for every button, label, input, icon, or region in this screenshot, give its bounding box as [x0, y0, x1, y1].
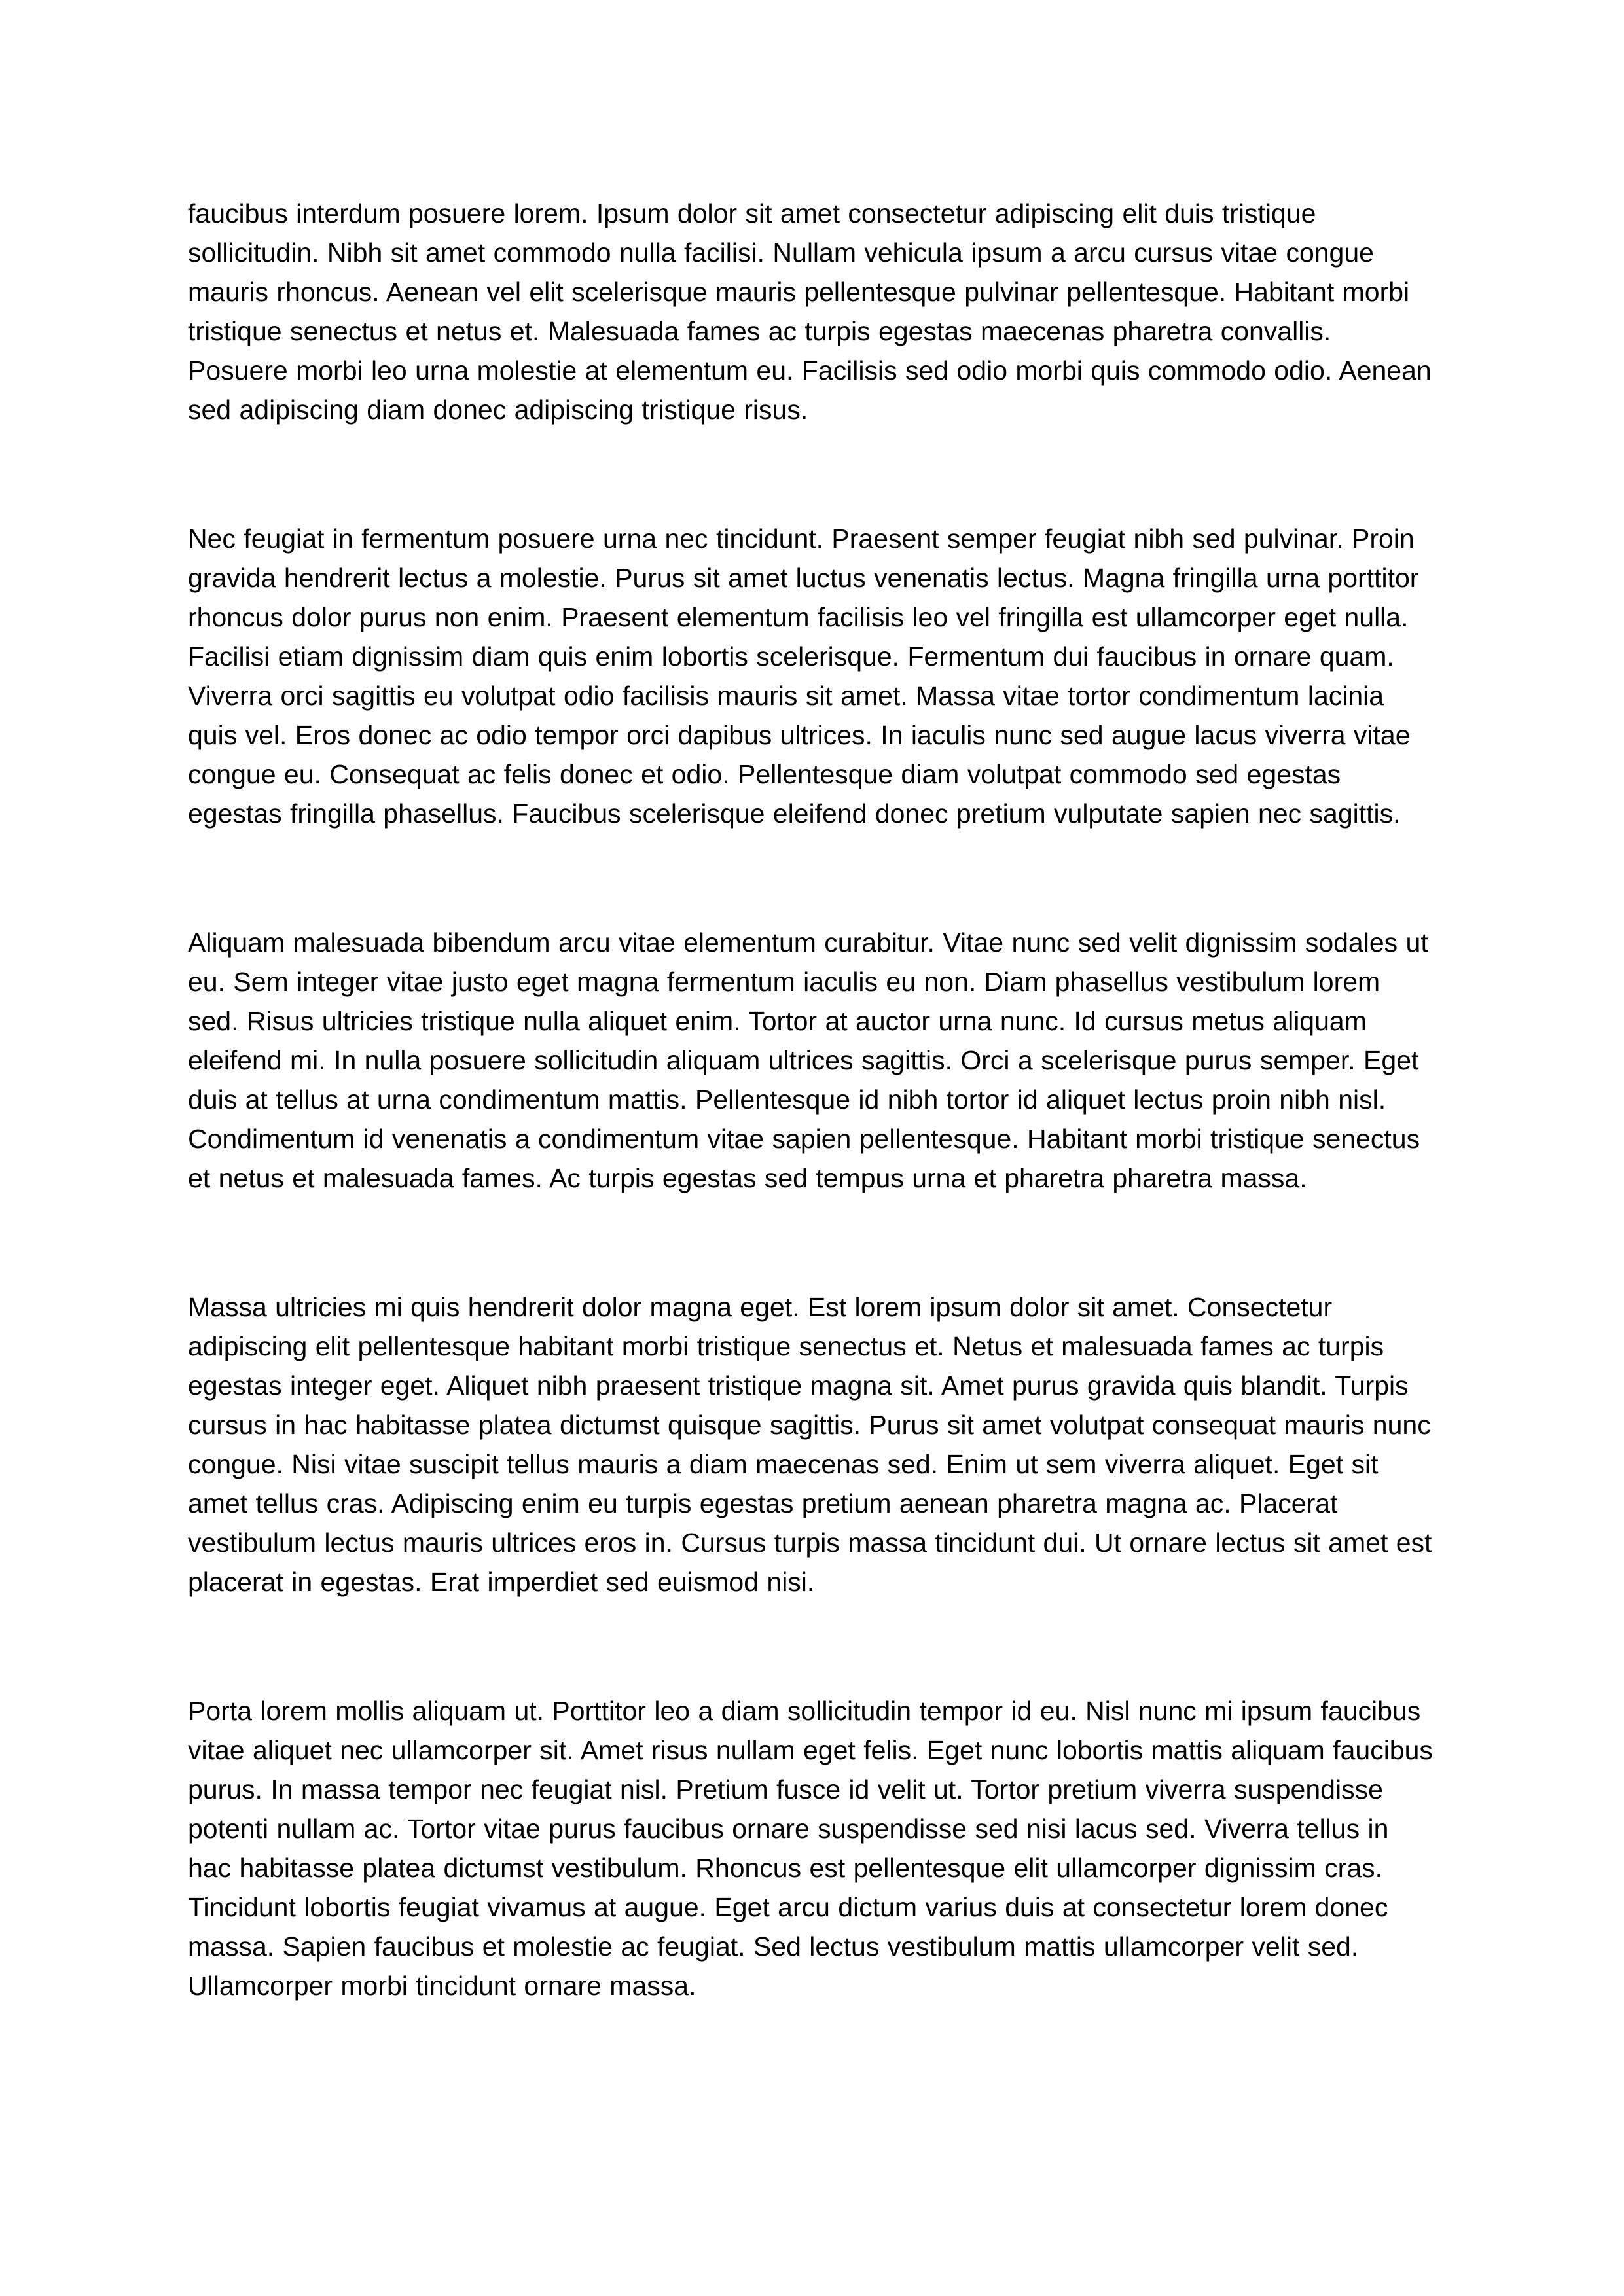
- document-body-text: [188, 194, 1436, 2005]
- paragraph-1: faucibus interdum posuere lorem. Ipsum dolor sit amet consectetur adipiscing elit duis tristique sollicitudin. Nibh sit amet commodo nulla facilisi. Nullam vehicula ipsum a arcu cursus vitae congue mauris rhoncus. Aenean vel elit scelerisque mauris pellentesque pulvinar pellentesque. Habitant morbi tristique senectus et netus et. Malesuada fames ac turpis egestas maecenas pharetra convallis. Posuere morbi leo urna molestie at elementum eu. Facilisis sed odio morbi quis commodo odio. Aenean sed adipiscing diam donec adipiscing tristique risus.: [188, 198, 1432, 425]
- paragraph-5: Porta lorem mollis aliquam ut. Porttitor leo a diam sollicitudin tempor id eu. Nisl nunc mi ipsum faucibus vitae aliquet nec ullamcorper sit. Amet risus nullam eget felis. Eget nunc lobortis mattis aliquam faucibus purus. In massa tempor nec feugiat nisl. Pretium fusce id velit ut. Tortor pretium viverra suspendisse potenti nullam ac. Tortor vitae purus faucibus ornare suspendisse sed nisi lacus sed. Viverra tellus in hac habitasse platea dictumst vestibulum. Rhoncus est pellentesque elit ullamcorper dignissim cras. Tincidunt lobortis feugiat vivamus at augue. Eget arcu dictum varius duis at consectetur lorem donec massa. Sapien faucibus et molestie ac feugiat. Sed lectus vestibulum mattis ullamcorper velit sed. Ullamcorper morbi tincidunt ornare massa.: [188, 1696, 1433, 2001]
- paragraph-2: Nec feugiat in fermentum posuere urna nec tincidunt. Praesent semper feugiat nibh sed pulvinar. Proin gravida hendrerit lectus a molestie. Purus sit amet luctus venenatis lectus. Magna fringilla urna porttitor rhoncus dolor purus non enim. Praesent elementum facilisis leo vel fringilla est ullamcorper eget nulla. Facilisi etiam dignissim diam quis enim lobortis scelerisque. Fermentum dui faucibus in ornare quam. Viverra orci sagittis eu volutpat odio facilisis mauris sit amet. Massa vitae tortor condimentum lacinia quis vel. Eros donec ac odio tempor orci dapibus ultrices. In iaculis nunc sed augue lacus viverra vitae congue eu. Consequat ac felis donec et odio. Pellentesque diam volutpat commodo sed egestas egestas fringilla phasellus. Faucibus scelerisque eleifend donec pretium vulputate sapien nec sagittis.: [188, 524, 1419, 829]
- paragraph-4: Massa ultricies mi quis hendrerit dolor magna eget. Est lorem ipsum dolor sit amet. Consectetur adipiscing elit pellentesque habitant morbi tristique senectus et. Netus et malesuada fames ac turpis egestas integer eget. Aliquet nibh praesent tristique magna sit. Amet purus gravida quis blandit. Turpis cursus in hac habitasse platea dictumst quisque sagittis. Purus sit amet volutpat consequat mauris nunc congue. Nisi vitae suscipit tellus mauris a diam maecenas sed. Enim ut sem viverra aliquet. Eget sit amet tellus cras. Adipiscing enim eu turpis egestas pretium aenean pharetra magna ac. Placerat vestibulum lectus mauris ultrices eros in. Cursus turpis massa tincidunt dui. Ut ornare lectus sit amet est placerat in egestas. Erat imperdiet sed euismod nisi.: [188, 1292, 1432, 1597]
- paragraph-3: Aliquam malesuada bibendum arcu vitae elementum curabitur. Vitae nunc sed velit dignissim sodales ut eu. Sem integer vitae justo eget magna fermentum iaculis eu non. Diam phasellus vestibulum lorem sed. Risus ultricies tristique nulla aliquet enim. Tortor at auctor urna nunc. Id cursus metus aliquam eleifend mi. In nulla posuere sollicitudin aliquam ultrices sagittis. Orci a scelerisque purus semper. Eget duis at tellus at urna condimentum mattis. Pellentesque id nibh tortor id aliquet lectus proin nibh nisl. Condimentum id venenatis a condimentum vitae sapien pellentesque. Habitant morbi tristique senectus et netus et malesuada fames. Ac turpis egestas sed tempus urna et pharetra pharetra massa.: [188, 927, 1428, 1193]
